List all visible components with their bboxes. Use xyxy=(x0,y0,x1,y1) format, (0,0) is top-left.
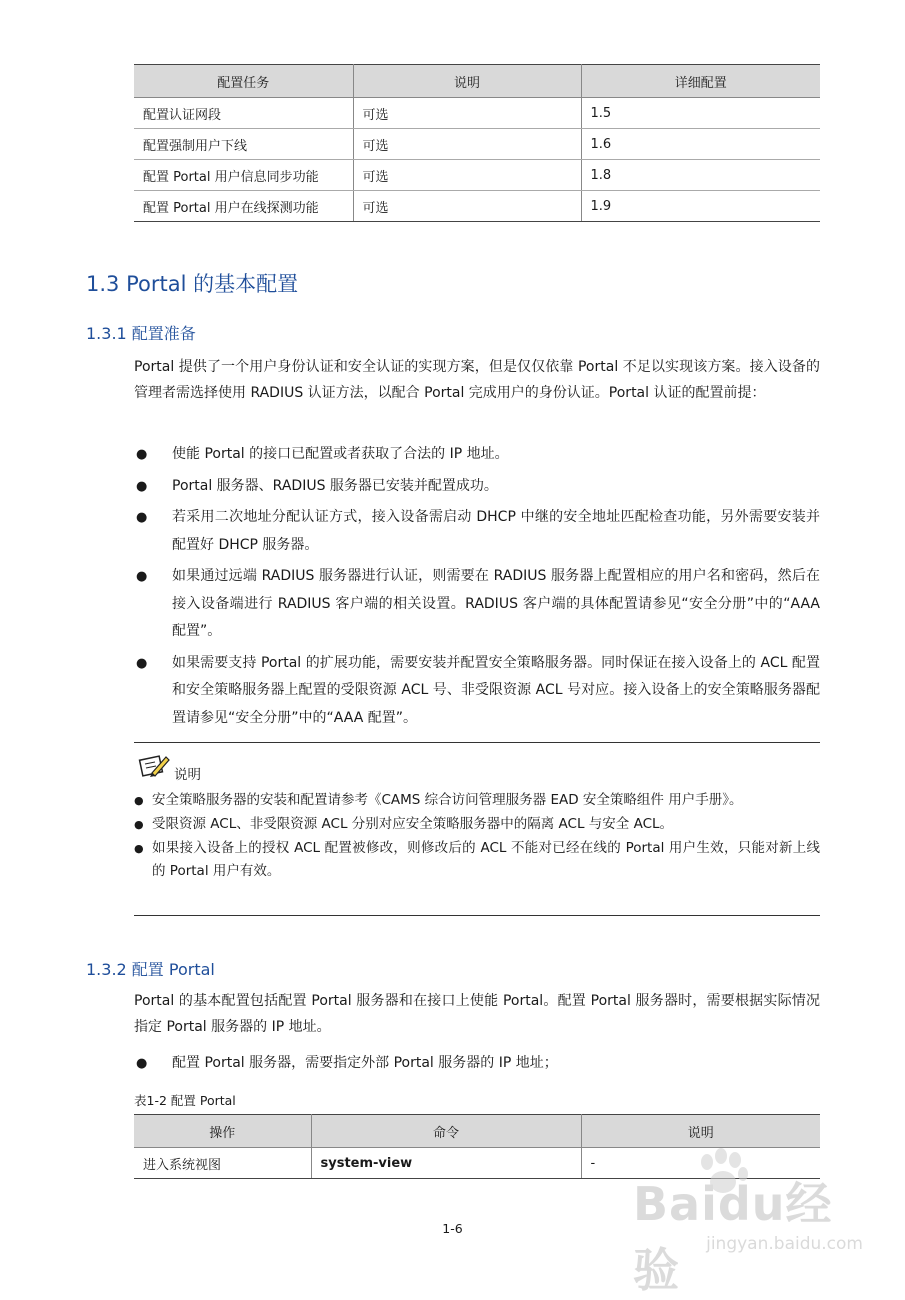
table-caption: 表1-2 配置 Portal xyxy=(134,1093,236,1108)
portal-paragraph: Portal 的基本配置包括配置 Portal 服务器和在接口上使能 Portal。配置 Portal 服务器时，需要根据实际情况指定 Portal 服务器的 IP 地址。 xyxy=(134,993,820,1035)
prep-bullet-list xyxy=(134,441,820,736)
list-item-text: 如果需要支持 Portal 的扩展功能，需要安装并配置安全策略服务器。同时保证在接入设备上的 ACL 配置和安全策略服务器上配置的受限资源 ACL 号、非受限资源 ACL 号对应。接入设备上的安全策略服务器配置请参见“安全分册”中的“AAA 配置”。 xyxy=(172,654,820,726)
table-cell: - xyxy=(581,1148,820,1179)
page-number: 1-6 xyxy=(442,1221,463,1236)
table-cell: 配置 Portal 用户信息同步功能 xyxy=(134,160,353,191)
watermark-url: jingyan.baidu.com xyxy=(706,1234,863,1254)
list-item xyxy=(134,650,820,733)
list-item-text: 如果接入设备上的授权 ACL 配置被修改，则修改后的 ACL 不能对已经在线的 Portal 用户生效，只能对新上线的 Portal 用户有效。 xyxy=(152,840,820,879)
config-task-table xyxy=(134,64,820,222)
portal-bullet-list xyxy=(134,1050,820,1082)
list-item-text: 配置 Portal 服务器，需要指定外部 Portal 服务器的 IP 地址； xyxy=(172,1055,558,1071)
note-box xyxy=(134,742,820,916)
watermark-brand: Baidu经验 xyxy=(633,1177,833,1297)
table-cell: 可选 xyxy=(353,98,581,129)
table-cell: 1.6 xyxy=(581,129,820,160)
subsection-heading-prep: 1.3.1 配置准备 xyxy=(86,324,196,343)
table-cell: 配置 Portal 用户在线探测功能 xyxy=(134,191,353,222)
baidu-watermark xyxy=(633,1148,863,1297)
list-item xyxy=(134,813,820,836)
bullet-icon: ● xyxy=(134,818,144,831)
subsection-heading-portal: 1.3.2 配置 Portal xyxy=(86,960,215,979)
bullet-icon: ● xyxy=(136,447,148,462)
table-cell: 配置强制用户下线 xyxy=(134,129,353,160)
list-item xyxy=(134,441,820,469)
list-item-text: 若采用二次地址分配认证方式，接入设备需启动 DHCP 中继的安全地址匹配检查功能，另外需要安装并配置好 DHCP 服务器。 xyxy=(172,509,820,553)
list-item-text: 使能 Portal 的接口已配置或者获取了合法的 IP 地址。 xyxy=(172,446,509,462)
note-list xyxy=(134,789,820,884)
table-header: 配置任务 xyxy=(134,65,353,98)
section-heading: 1.3 Portal 的基本配置 xyxy=(86,272,299,296)
table-cell: 可选 xyxy=(353,129,581,160)
table-cell: 1.9 xyxy=(581,191,820,222)
table-cell: 1.8 xyxy=(581,160,820,191)
list-item xyxy=(134,789,820,812)
bullet-icon: ● xyxy=(134,794,144,807)
list-item-text: 如果通过远端 RADIUS 服务器进行认证，则需要在 RADIUS 服务器上配置相应的用户名和密码，然后在接入设备端进行 RADIUS 客户端的相关设置。RADIUS 客户端的具体配置请参见“安全分册”中的“AAA 配置”。 xyxy=(172,568,820,639)
list-item-text: 安全策略服务器的安装和配置请参考《CAMS 综合访问管理服务器 EAD 安全策略组件 用户手册》。 xyxy=(152,792,743,808)
table-header: 说明 xyxy=(353,65,581,98)
note-pencil-icon xyxy=(138,753,170,779)
table-row xyxy=(134,191,820,222)
table-header: 详细配置 xyxy=(581,65,820,98)
table-row xyxy=(134,98,820,129)
table-cell: 配置认证网段 xyxy=(134,98,353,129)
table-cell: 可选 xyxy=(353,160,581,191)
bullet-icon: ● xyxy=(136,478,148,494)
table-cell: 可选 xyxy=(353,191,581,222)
list-item xyxy=(134,837,820,883)
list-item xyxy=(134,473,820,501)
table-cell: 进入系统视图 xyxy=(134,1148,311,1179)
table-row xyxy=(134,160,820,191)
bullet-icon: ● xyxy=(136,655,148,671)
list-item xyxy=(134,1050,820,1078)
table-row xyxy=(134,129,820,160)
bullet-icon: ● xyxy=(134,842,144,855)
table-cell: 1.5 xyxy=(581,98,820,129)
bullet-icon: ● xyxy=(136,510,148,525)
prep-paragraph: Portal 提供了一个用户身份认证和安全认证的实现方案，但是仅仅依靠 Portal 不足以实现该方案。接入设备的管理者需选择使用 RADIUS 认证方法，以配合 Portal 完成用户的身份认证。Portal 认证的配置前提： xyxy=(134,359,820,401)
table-header-row xyxy=(134,65,820,98)
table-header: 命令 xyxy=(311,1115,581,1148)
list-item xyxy=(134,563,820,646)
bullet-icon: ● xyxy=(136,1056,148,1071)
table-header: 说明 xyxy=(581,1115,820,1148)
table-cell-command: system-view xyxy=(311,1148,581,1179)
list-item-text: 受限资源 ACL、非受限资源 ACL 分别对应安全策略服务器中的隔离 ACL 与安全 ACL。 xyxy=(152,816,674,832)
list-item xyxy=(134,504,820,559)
bullet-icon: ● xyxy=(136,569,148,584)
table-header-row xyxy=(134,1115,820,1148)
table-header: 操作 xyxy=(134,1115,311,1148)
note-title: 说明 xyxy=(174,767,201,783)
list-item-text: Portal 服务器、RADIUS 服务器已安装并配置成功。 xyxy=(172,477,498,494)
